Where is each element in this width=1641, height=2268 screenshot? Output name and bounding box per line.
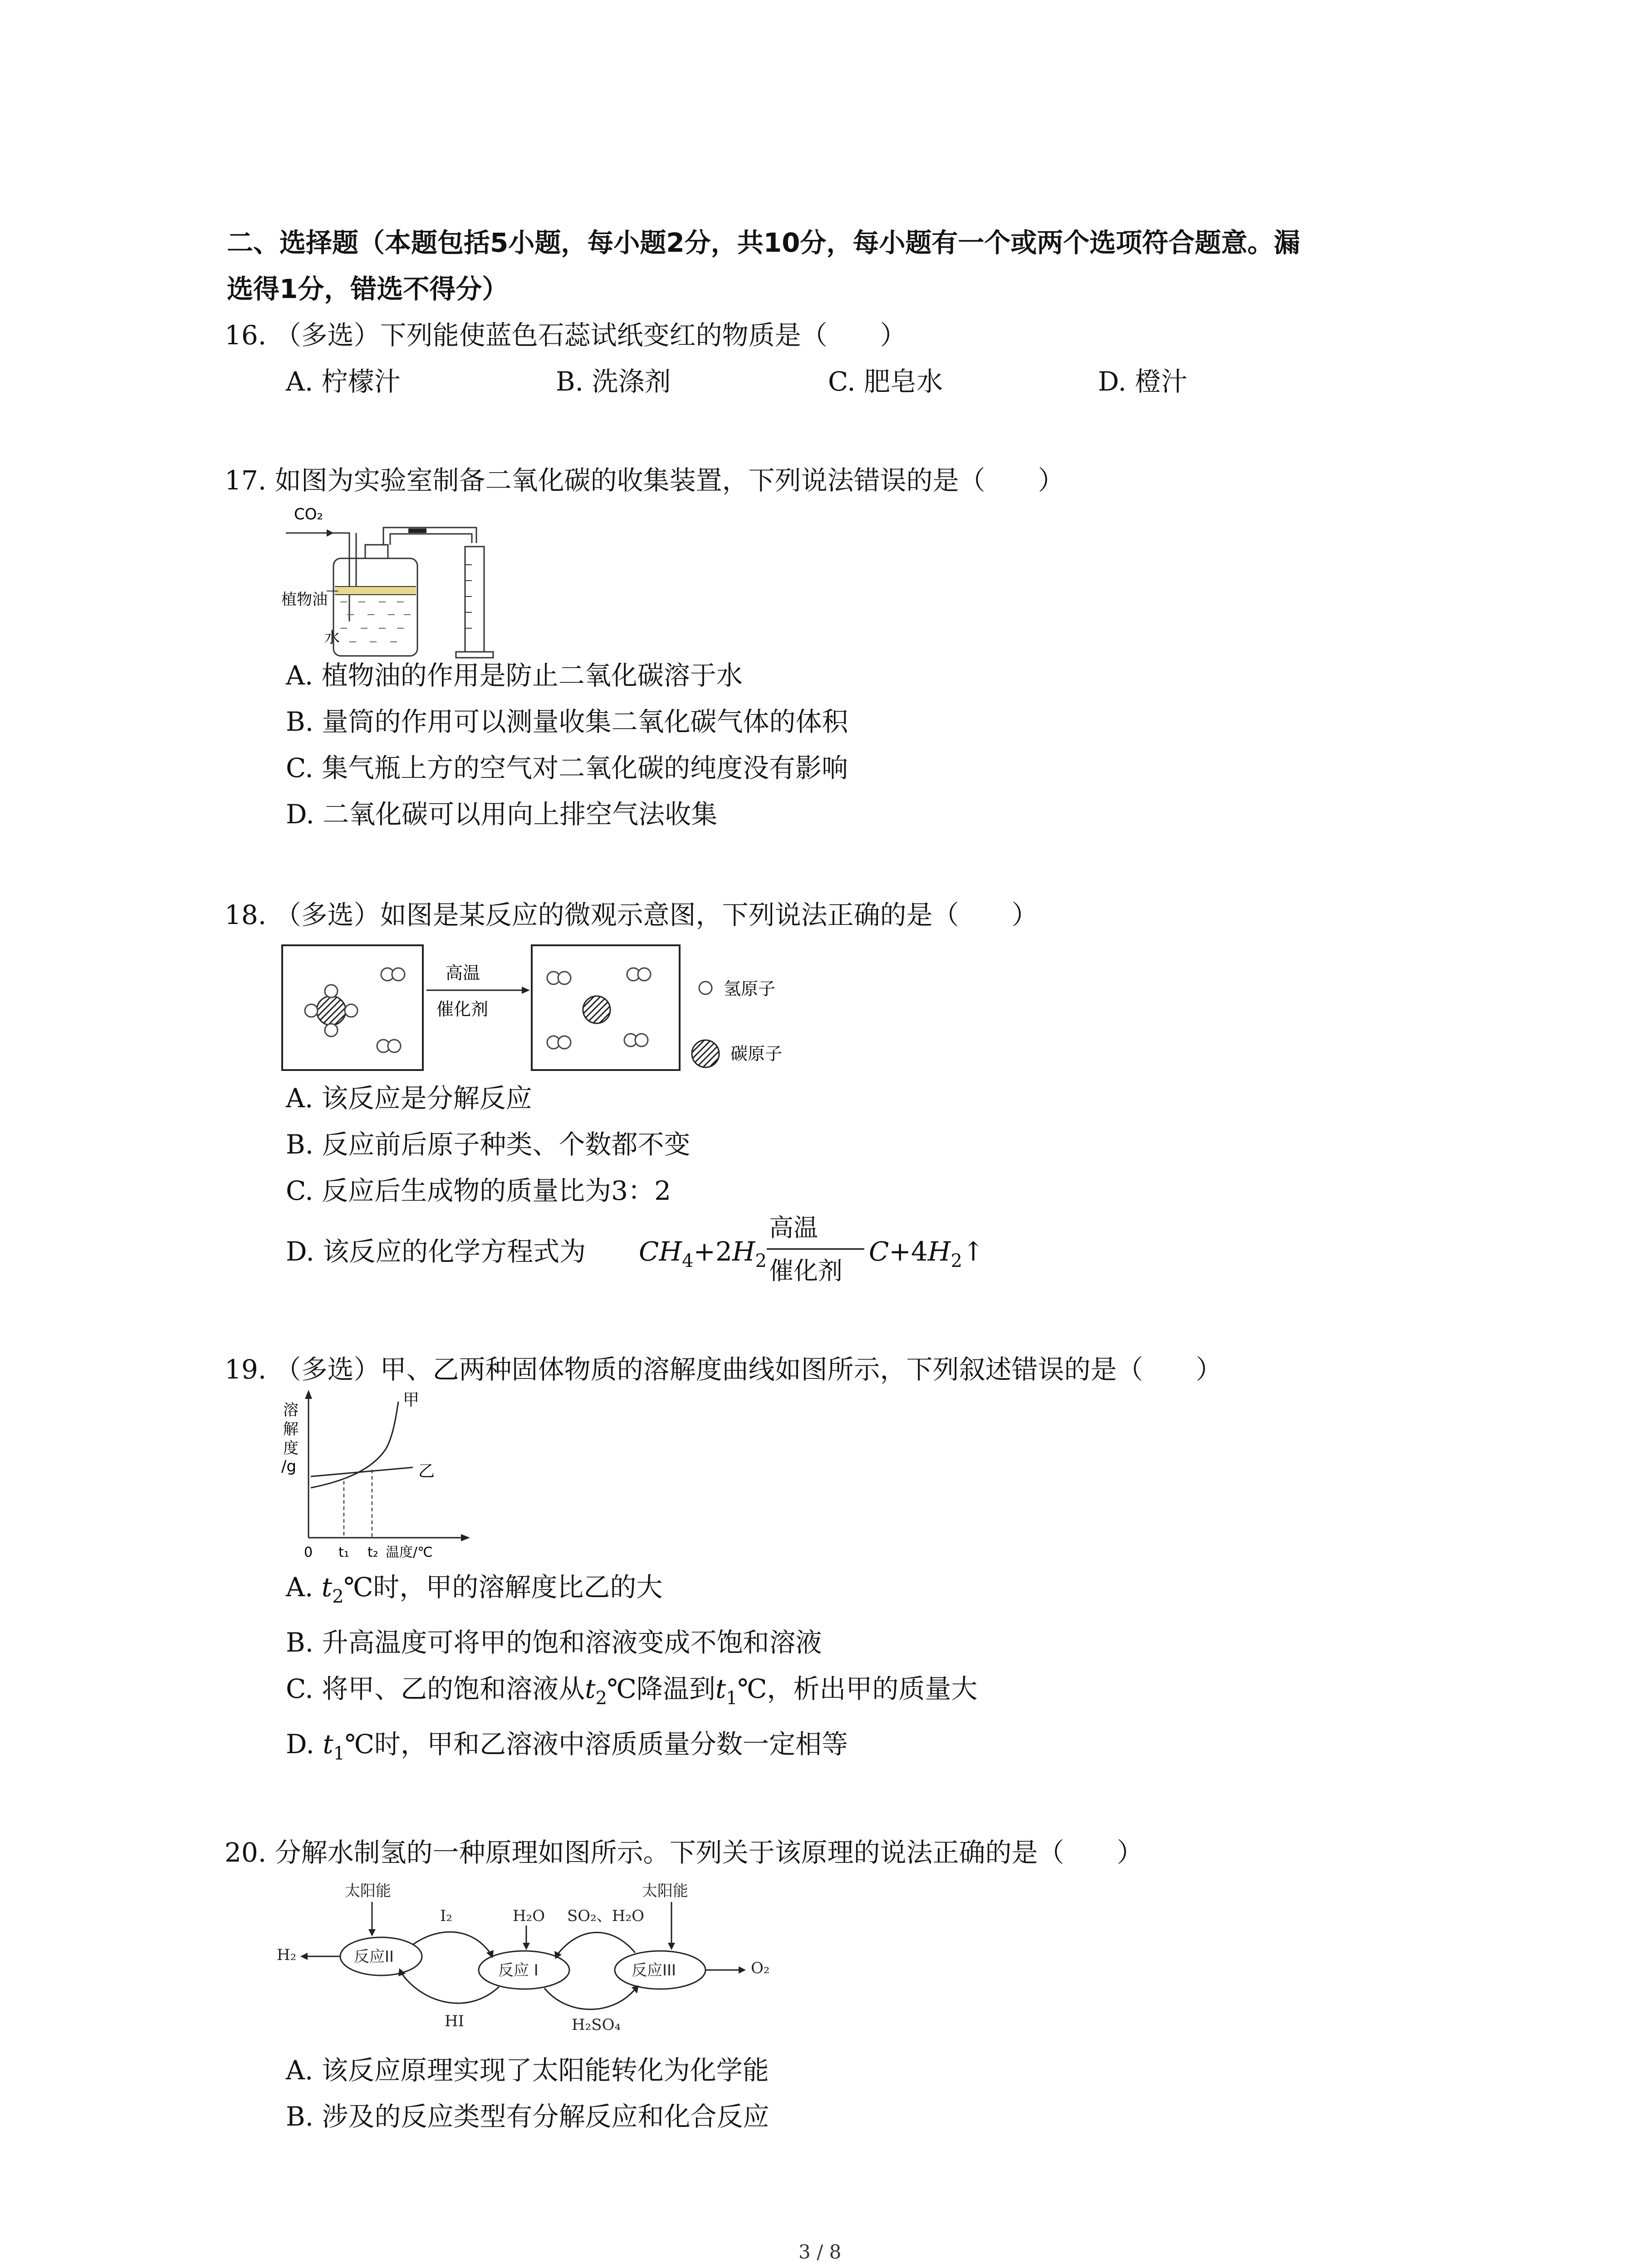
q20-i2: I₂ (440, 1907, 453, 1925)
q17-option-a: A. 植物油的作用是防止二氧化碳溶于水 (286, 660, 743, 691)
q19-option-b: B. 升高温度可将甲的饱和溶液变成不饱和溶液 (286, 1627, 822, 1658)
q16-option-a: A. 柠檬汁 (286, 366, 401, 397)
q19-series-jia: 甲 (403, 1391, 420, 1409)
section-header-line2: 选得1分，错选不得分） (227, 274, 509, 304)
q20-cycle-diagram (272, 1880, 794, 2053)
q19-series-yi: 乙 (418, 1462, 435, 1481)
q18-equation-right: $C+4H_2↑$ (869, 1236, 985, 1271)
q18-equation: $CH_4+2H_2$ (639, 1236, 767, 1271)
q18-eq-condition-top: 高温 (769, 1213, 818, 1242)
q18-stem: 18. （多选）如图是某反应的微观示意图，下列说法正确的是（ ） (225, 899, 1038, 930)
q19-t1-tick: t₁ (338, 1545, 349, 1560)
q20-option-b: B. 涉及的反应类型有分解反应和化合反应 (286, 2101, 769, 2132)
q19-option-d: D. $t_1℃$时，甲和乙溶液中溶质质量分数一定相等 (286, 1729, 848, 1764)
q16-option-d: D. 橙汁 (1098, 366, 1188, 397)
q17-option-b: B. 量筒的作用可以测量收集二氧化碳气体的体积 (286, 706, 848, 737)
q18-eq-arrow-line (767, 1248, 864, 1250)
q18-eq-condition-bottom: 催化剂 (769, 1256, 843, 1285)
q20-option-a: A. 该反应原理实现了太阳能转化为化学能 (286, 2055, 769, 2086)
q17-oil-label: 植物油 (281, 591, 328, 609)
q19-xlabel: 温度/℃ (386, 1545, 433, 1560)
q19-ylabel-3: 度 (283, 1439, 299, 1457)
q17-stem: 17. 如图为实验室制备二氧化碳的收集装置，下列说法错误的是（ ） (225, 465, 1064, 496)
section-header-line1: 二、选择题（本题包括5小题，每小题2分，共10分，每小题有一个或两个选项符合题意。漏 (227, 227, 1300, 258)
q19-solubility-chart (277, 1388, 476, 1560)
q18-reaction-figure (281, 943, 817, 1079)
q17-option-c: C. 集气瓶上方的空气对二氧化碳的纯度没有影响 (286, 753, 848, 783)
page-number: 3 / 8 (798, 2241, 842, 2263)
q18-legend-hydrogen: 氢原子 (724, 979, 776, 999)
q20-reaction-3: 反应III (632, 1961, 676, 1980)
q20-so2h2o: SO₂、H₂O (567, 1907, 644, 1925)
q19-ylabel-4: /g (281, 1457, 297, 1476)
q18-legend-carbon: 碳原子 (730, 1044, 783, 1064)
q19-stem: 19. （多选）甲、乙两种固体物质的溶解度曲线如图所示，下列叙述错误的是（ ） (225, 1354, 1222, 1385)
q20-stem: 20. 分解水制氢的一种原理如图所示。下列关于该原理的说法正确的是（ ） (225, 1837, 1143, 1868)
q17-option-d: D. 二氧化碳可以用向上排空气法收集 (286, 799, 718, 830)
q20-o2: O₂ (751, 1959, 770, 1977)
q18-condition-top: 高温 (446, 963, 480, 983)
q20-h2o: H₂O (513, 1907, 545, 1925)
q18-option-b: B. 反应前后原子种类、个数都不变 (286, 1129, 691, 1160)
q20-h2: H₂ (277, 1946, 297, 1964)
q20-reaction-2: 反应II (354, 1948, 394, 1966)
q19-option-a: A. $t_2℃$时，甲的溶解度比乙的大 (286, 1572, 663, 1607)
q16-option-c: C. 肥皂水 (828, 366, 943, 397)
q20-reaction-1: 反应 I (498, 1961, 539, 1980)
q19-ylabel-1: 溶 (283, 1401, 299, 1419)
q19-option-c: C. 将甲、乙的饱和溶液从$t_2℃$降温到$t_1℃$，析出甲的质量大 (286, 1673, 978, 1709)
q16-stem: 16. （多选）下列能使蓝色石蕊试纸变红的物质是（ ） (225, 320, 906, 351)
q20-h2so4: H₂SO₄ (572, 2016, 621, 2034)
q17-water-label: 水 (324, 629, 340, 647)
q19-t2-tick: t₂ (367, 1545, 378, 1560)
q20-hi: HI (445, 2012, 465, 2030)
q18-option-a: A. 该反应是分解反应 (286, 1083, 532, 1114)
q16-option-b: B. 洗涤剂 (556, 366, 671, 397)
q18-option-c: C. 反应后生成物的质量比为3：2 (286, 1175, 671, 1206)
q19-origin: 0 (304, 1545, 313, 1560)
q18-option-d: D. 该反应的化学方程式为 (286, 1236, 586, 1267)
q17-co2-label: CO₂ (294, 505, 323, 523)
q19-curve-yi (311, 1467, 413, 1476)
q18-condition-bottom: 催化剂 (436, 999, 489, 1019)
q17-gas-collection-figure (281, 501, 535, 669)
q20-solar-1: 太阳能 (345, 1882, 391, 1900)
q20-solar-2: 太阳能 (642, 1882, 688, 1900)
q19-ylabel-2: 解 (283, 1420, 299, 1438)
